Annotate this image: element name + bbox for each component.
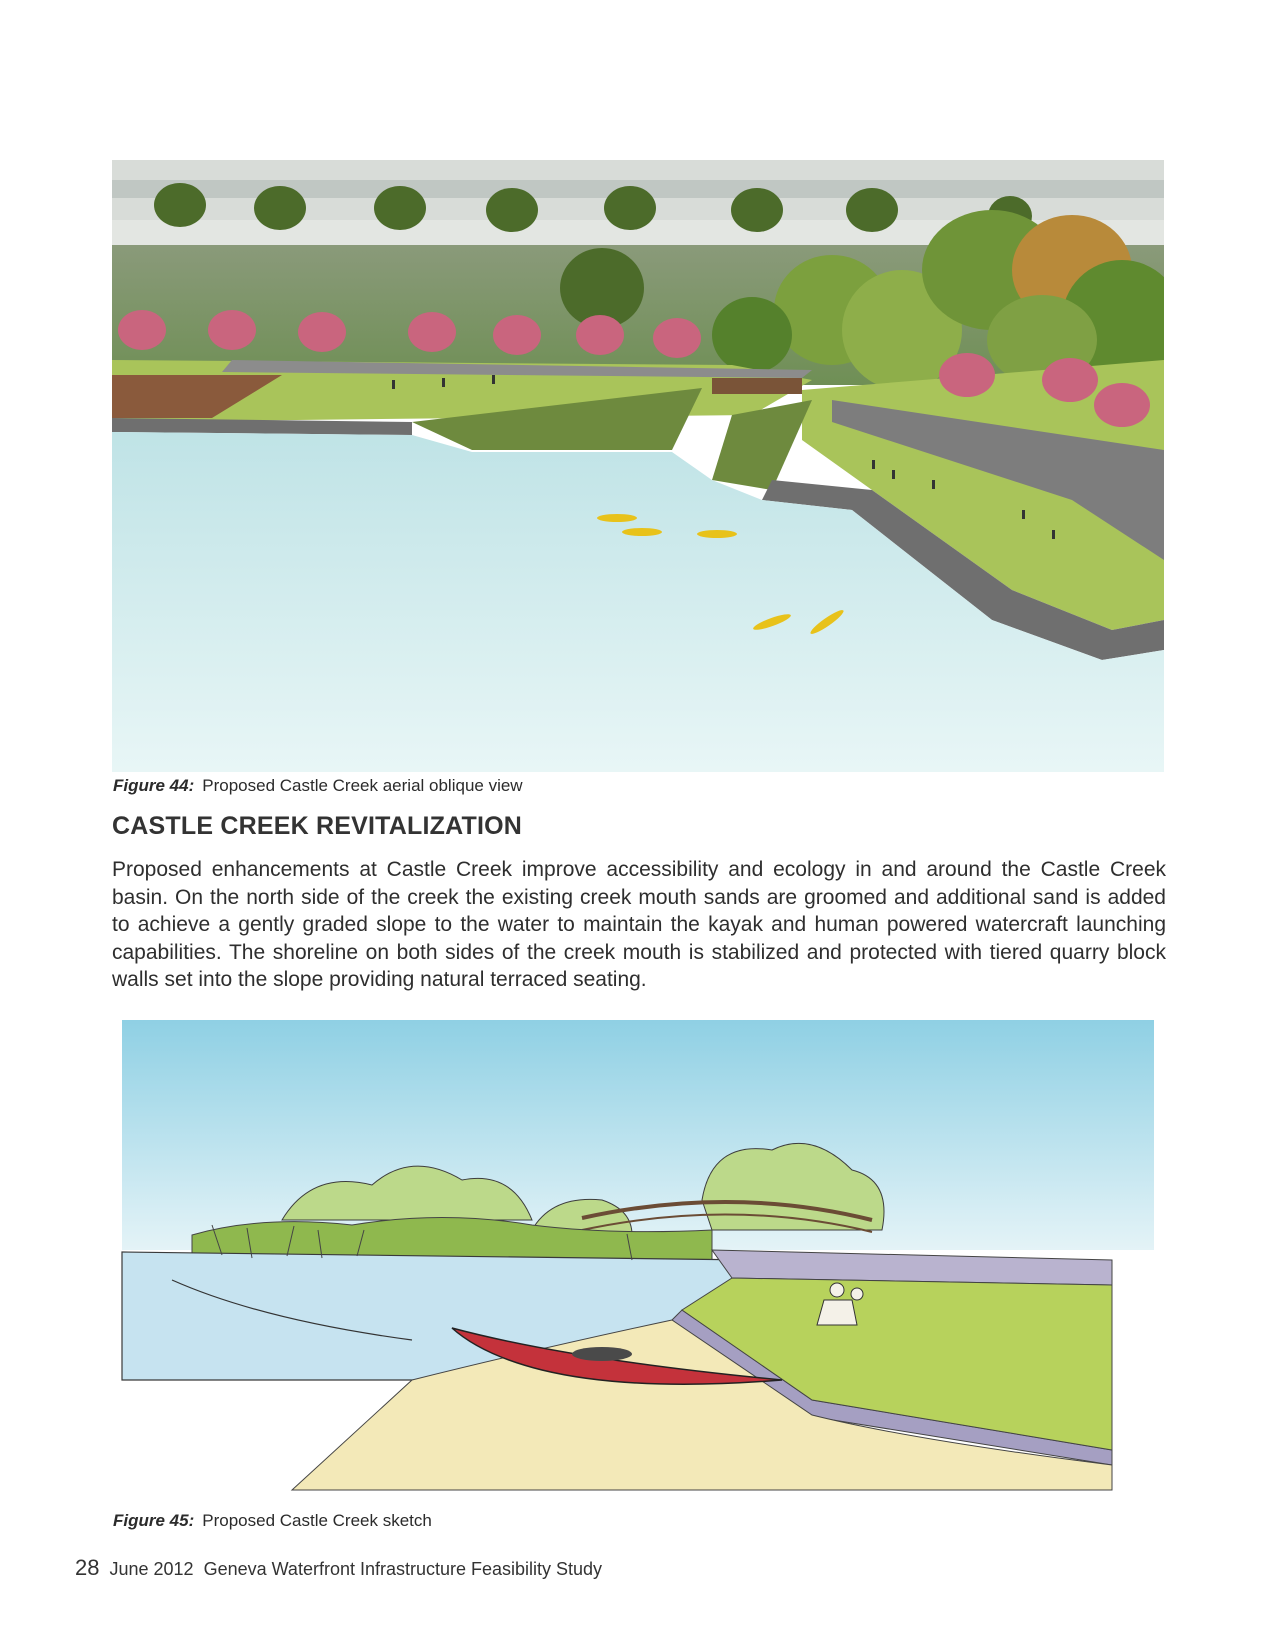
section-heading: CASTLE CREEK REVITALIZATION (112, 812, 523, 840)
footer-date: June 2012 (109, 1559, 194, 1579)
footer-title: Geneva Waterfront Infrastructure Feasibility Study (203, 1559, 603, 1579)
figure-44-text: Proposed Castle Creek aerial oblique view (202, 776, 523, 795)
figure-45-text: Proposed Castle Creek sketch (202, 1511, 432, 1530)
figure-45-caption (113, 1511, 432, 1531)
page-number: 28 (75, 1555, 100, 1580)
aerial-view-illustration (112, 160, 1164, 772)
section-body-text: Proposed enhancements at Castle Creek improve accessibility and ecology in and around the Castle Creek basin. On the north side of the creek the existing creek mouth sands are groomed and additional sand is added to achieve a gently graded slope to the water to maintain the kayak and human powered watercraft launching capabilities. The shoreline on both sides of the creek mouth is stabilized and protected with tiered quarry block walls set into the slope providing natural terraced seating. (112, 858, 1166, 991)
figure-44-label: Figure 44: (113, 776, 195, 795)
page-footer (75, 1555, 602, 1581)
creek-sketch-illustration (112, 1020, 1164, 1500)
figure-44-caption (113, 776, 523, 796)
figure-45-label: Figure 45: (113, 1511, 195, 1530)
